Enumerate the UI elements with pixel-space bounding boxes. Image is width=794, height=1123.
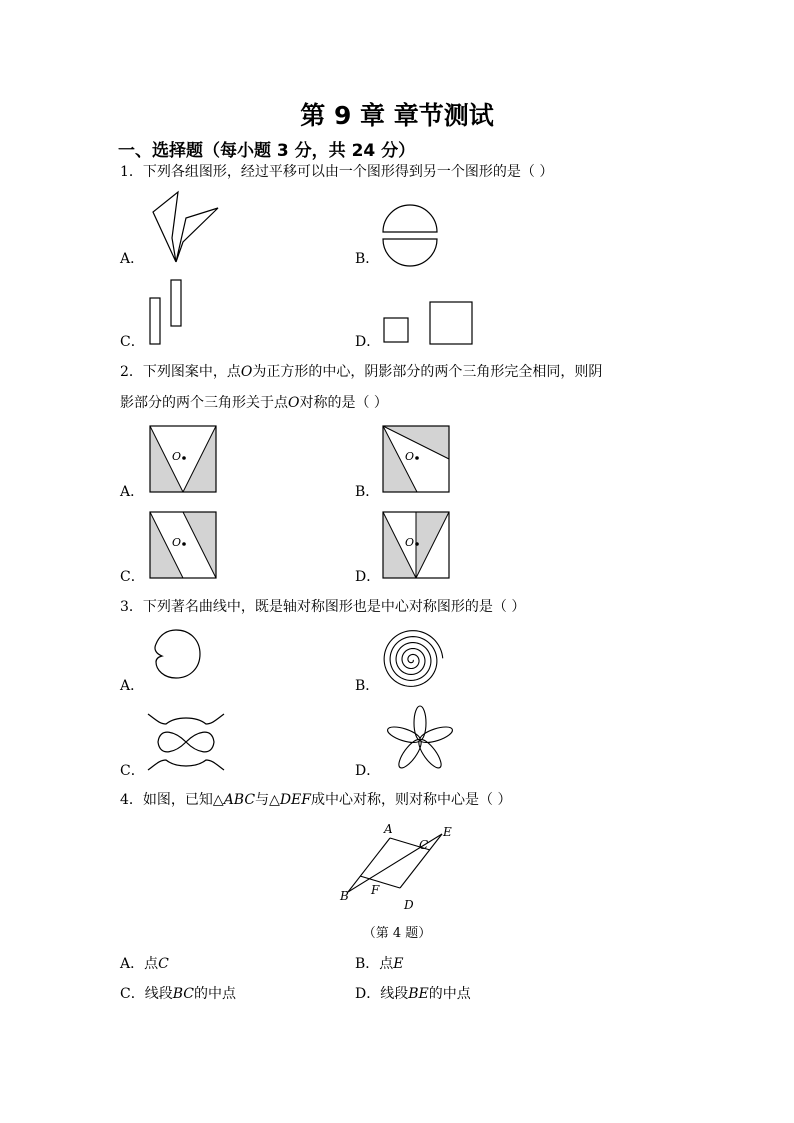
q2-option-a-label: A． xyxy=(120,484,145,500)
q2-option-a-figure xyxy=(150,426,218,494)
cardioid-curve xyxy=(155,630,200,678)
question-4-text: 4．如图，已知△ABC与△DEF成中心对称，则对称中心是（ ） xyxy=(120,792,512,808)
point-c-label: C xyxy=(419,838,429,852)
bicorn-upper-curve xyxy=(148,714,224,724)
small-square-shape xyxy=(384,318,408,342)
page-title: 第 9 章 章节测试 xyxy=(300,101,494,130)
q3-option-b-figure xyxy=(380,628,450,698)
q4-option-b: B．点E xyxy=(355,956,404,972)
q1-option-d-label: D． xyxy=(355,334,381,350)
q1-option-b-label: B． xyxy=(355,251,380,267)
q3-option-c-label: C． xyxy=(120,763,145,779)
q3-option-d-label: D． xyxy=(355,763,381,779)
q2-option-b-label: B． xyxy=(355,484,380,500)
point-d-label: D xyxy=(404,898,414,912)
rose-petal xyxy=(415,736,445,771)
q3-option-c-figure xyxy=(146,708,226,776)
svg-text:O: O xyxy=(405,536,415,549)
q4-option-a: A．点C xyxy=(120,956,169,972)
short-rectangle-shape xyxy=(150,298,160,344)
point-f-label: F xyxy=(371,883,380,897)
q2-option-c-label: C． xyxy=(120,569,145,585)
q1-option-d-figure xyxy=(382,300,477,350)
bicorn-lower-curve xyxy=(148,760,224,770)
question-1-text: 1．下列各组图形，经过平移可以由一个图形得到另一个图形的是（ ） xyxy=(120,164,554,180)
q4-figure xyxy=(338,820,463,910)
lower-semicircle-shape xyxy=(383,239,437,266)
q1-option-b-figure xyxy=(380,206,442,268)
q1-option-a-label: A． xyxy=(120,251,145,267)
q3-option-a-figure xyxy=(146,626,206,686)
q3-option-a-label: A． xyxy=(120,678,145,694)
q1-option-c-figure xyxy=(148,278,188,348)
rose-petal xyxy=(386,724,422,746)
rose-petal xyxy=(395,736,425,771)
tall-rectangle-shape xyxy=(171,280,181,326)
q4-option-d: D．线段BE的中点 xyxy=(355,986,471,1002)
q2-option-c-figure xyxy=(150,512,218,580)
svg-text:O: O xyxy=(172,450,182,463)
upper-semicircle-shape xyxy=(383,205,437,232)
point-a-label: A xyxy=(384,822,393,836)
large-square-shape xyxy=(430,302,472,344)
kite-right-shape xyxy=(176,208,218,262)
kite-left-shape xyxy=(153,192,178,262)
rose-petal xyxy=(418,724,454,746)
point-b-label: B xyxy=(340,889,349,903)
q1-option-a-figure xyxy=(148,190,223,265)
point-e-label: E xyxy=(443,825,452,839)
question-2-line-1: 2．下列图案中，点O为正方形的中心，阴影部分的两个三角形完全相同，则阴 xyxy=(120,364,603,380)
figure-4-caption: （第 4 题） xyxy=(362,926,432,941)
svg-text:O: O xyxy=(405,450,415,463)
svg-text:O: O xyxy=(172,536,182,549)
q1-option-c-label: C． xyxy=(120,334,145,350)
question-2-line-2: 影部分的两个三角形关于点O对称的是（ ） xyxy=(120,395,388,411)
question-3-text: 3．下列著名曲线中，既是轴对称图形也是中心对称图形的是（ ） xyxy=(120,599,526,615)
rose-petal xyxy=(414,706,426,740)
lemniscate-curve xyxy=(158,732,214,752)
q2-option-d-label: D． xyxy=(355,569,381,585)
q3-option-b-label: B． xyxy=(355,678,380,694)
q3-option-d-figure xyxy=(380,700,460,780)
spiral-curve xyxy=(384,631,443,687)
q4-option-c: C．线段BC的中点 xyxy=(120,986,236,1002)
five-petal-rose-curve xyxy=(386,706,454,771)
section-heading: 一、选择题（每小题 3 分，共 24 分） xyxy=(118,141,416,161)
q2-option-b-figure xyxy=(383,426,451,494)
q2-option-d-figure xyxy=(383,512,451,580)
